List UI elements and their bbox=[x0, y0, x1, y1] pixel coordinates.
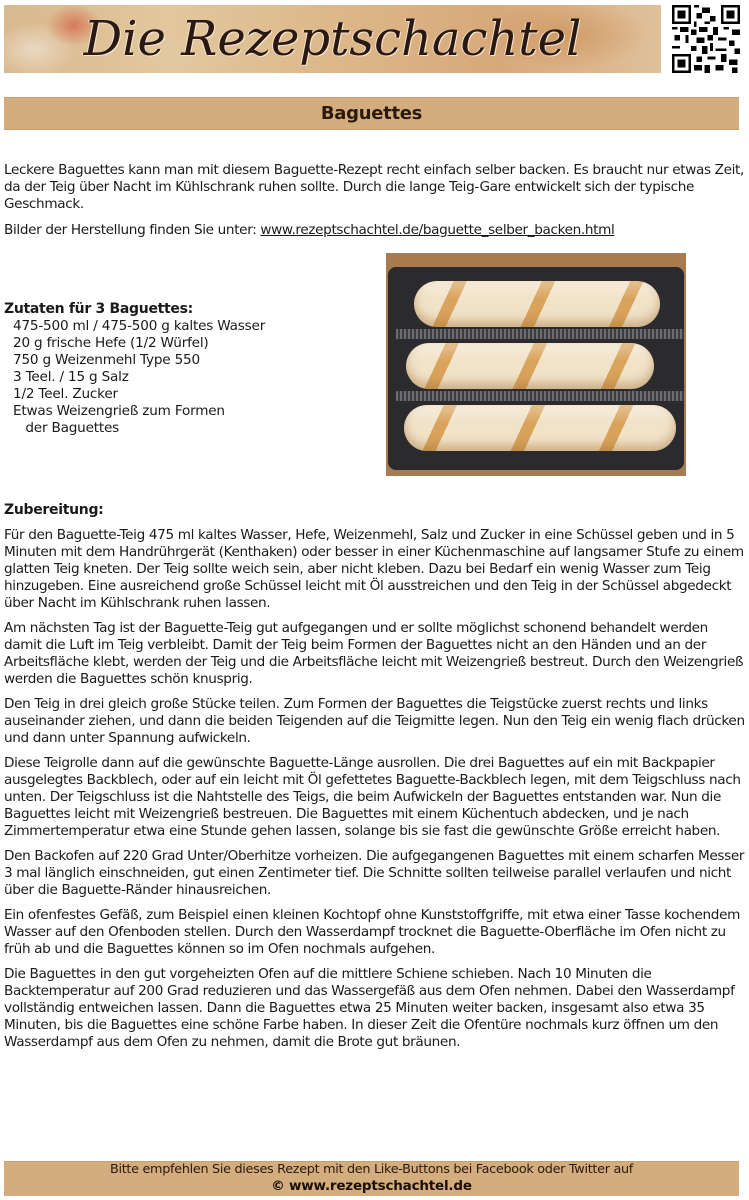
site-banner[interactable] bbox=[4, 5, 661, 73]
ingredient-item: 475-500 ml / 475-500 g kaltes Wasser bbox=[13, 318, 266, 334]
ingredient-item: 1/2 Teel. Zucker bbox=[13, 386, 118, 402]
tray-rail bbox=[396, 329, 684, 339]
ingredients-heading: Zutaten für 3 Baguettes: bbox=[4, 301, 193, 317]
baking-tray bbox=[388, 267, 684, 470]
ingredient-item: 3 Teel. / 15 g Salz bbox=[13, 369, 129, 385]
preparation-heading: Zubereitung: bbox=[4, 502, 104, 518]
ingredients-list bbox=[13, 318, 265, 437]
recipe-title-band bbox=[4, 97, 739, 130]
footer-copyright-link[interactable]: © www.rezeptschachtel.de bbox=[271, 1178, 472, 1194]
preparation-steps bbox=[4, 527, 746, 1059]
baguette-loaf bbox=[404, 405, 676, 451]
qr-code-icon bbox=[671, 5, 741, 73]
ingredient-item: 20 g frische Hefe (1/2 Würfel) bbox=[13, 335, 209, 351]
baguette-loaf bbox=[406, 343, 654, 389]
tray-rail bbox=[396, 391, 684, 401]
baguette-loaf bbox=[414, 281, 660, 327]
step-paragraph: Diese Teigrolle dann auf die gewünschte Baguette-Länge ausrollen. Die drei Baguettes auf ein mit Backpapier ausgelegtes Backblech, oder auf ein leicht mit Öl gefettetes Baguette-Backblech legen, mit dem Teigschluss nach unten. Der Teigschluss ist die Nahtstelle des Teigs, die beim Aufwickeln der Baguettes entstanden war. Nun die Baguettes leicht mit Weizengrieß bestreuen. Die Baguettes mit einem Küchentuch abdecken, und je nach Zimmertemperatur etwa eine Stunde gehen lassen, solange bis sie fast die gewünschte Größe erreicht haben. bbox=[4, 755, 741, 839]
step-paragraph: Die Baguettes in den gut vorgeheizten Ofen auf die mittlere Schiene schieben. Nach 10 Minuten die Backtemperatur auf 200 Grad reduzieren und das Wassergefäß aus dem Ofen nehmen. Dabei den Wasserdampf vollständig entweichen lassen. Dann die Baguettes etwa 25 Minuten weiter backen, insgesamt also etwa 35 Minuten, bis die Baguettes eine schöne Farbe haben. In dieser Zeit die Ofentüre nochmals kurz öffnen um den Wasserdampf aus dem Ofen zu nehmen, damit die Brote gut bräunen. bbox=[4, 966, 735, 1050]
step-paragraph: Den Backofen auf 220 Grad Unter/Oberhitze vorheizen. Die aufgegangenen Baguettes mit einem scharfen Messer 3 mal länglich einschneiden, gut einen Zentimeter tief. Die Schnitte sollten teilweise parallel verlaufen und nicht über die Baguette-Ränder hinausreichen. bbox=[4, 848, 745, 898]
footer-band bbox=[4, 1161, 739, 1196]
ingredient-item: 750 g Weizenmehl Type 550 bbox=[13, 352, 200, 368]
footer-recommend-text: Bitte empfehlen Sie dieses Rezept mit den Like-Buttons bei Facebook oder Twitter auf bbox=[109, 1162, 634, 1177]
step-paragraph: Ein ofenfestes Gefäß, zum Beispiel einen kleinen Kochtopf ohne Kunststoffgriffe, mit etwa einer Tasse kochendem Wasser auf den Ofenboden stellen. Durch den Wasserdampf trocknet die Baguette-Oberfläche im Ofen nicht zu früh ab und die Baguettes können so im Ofen nochmals aufgehen. bbox=[4, 907, 740, 957]
source-line bbox=[4, 222, 744, 239]
source-prefix: Bilder der Herstellung finden Sie unter: bbox=[4, 222, 261, 238]
step-paragraph: Den Teig in drei gleich große Stücke teilen. Zum Formen der Baguettes die Teigstücke zuerst rechts und links auseinander ziehen, und dann die beiden Teigenden auf die Teigmitte legen. Nun den Teig ein wenig flach drücken und dann unter Spannung aufwickeln. bbox=[4, 696, 745, 746]
site-logo-title: Die Rezeptschachtel bbox=[83, 11, 582, 67]
step-paragraph: Für den Baguette-Teig 475 ml kaltes Wasser, Hefe, Weizenmehl, Salz und Zucker in eine Schüssel geben und in 5 Minuten mit dem Handrührgerät (Kenthaken) oder besser in einer Küchenmaschine auf langsamer Stufe zu einem glatten Teig kneten. Der Teig sollte weich sein, aber nicht kleben. Dazu bei Bedarf ein wenig Wasser zum Teig hinzugeben. Eine ausreichend große Schüssel leicht mit Öl ausstreichen und den Teig in der Schüssel abgedeckt über Nacht im Kühlschrank ruhen lassen. bbox=[4, 527, 744, 611]
source-link[interactable]: www.rezeptschachtel.de/baguette_selber_backen.html bbox=[260, 222, 615, 238]
baguette-photo bbox=[386, 253, 686, 476]
recipe-title: Baguettes bbox=[320, 103, 423, 124]
recipe-intro: Leckere Baguettes kann man mit diesem Baguette-Rezept recht einfach selber backen. Es braucht nur etwas Zeit, da der Teig über Nacht im Kühlschrank ruhen sollte. Durch die lange Teig-Gare entwickelt sich der typische Geschmack. bbox=[4, 162, 745, 212]
ingredient-item: der Baguettes bbox=[13, 420, 120, 436]
ingredient-item: Etwas Weizengrieß zum Formen bbox=[13, 403, 225, 419]
step-paragraph: Am nächsten Tag ist der Baguette-Teig gut aufgegangen und er sollte möglichst schonend behandelt werden damit die Luft im Teig verbleibt. Damit der Teig beim Formen der Baguettes nicht an den Händen und an der Arbeitsfläche klebt, werden der Teig und die Arbeitsfläche leicht mit Weizengrieß bestreut. Durch den Weizengrieß werden die Baguettes schön knusprig. bbox=[4, 620, 744, 687]
